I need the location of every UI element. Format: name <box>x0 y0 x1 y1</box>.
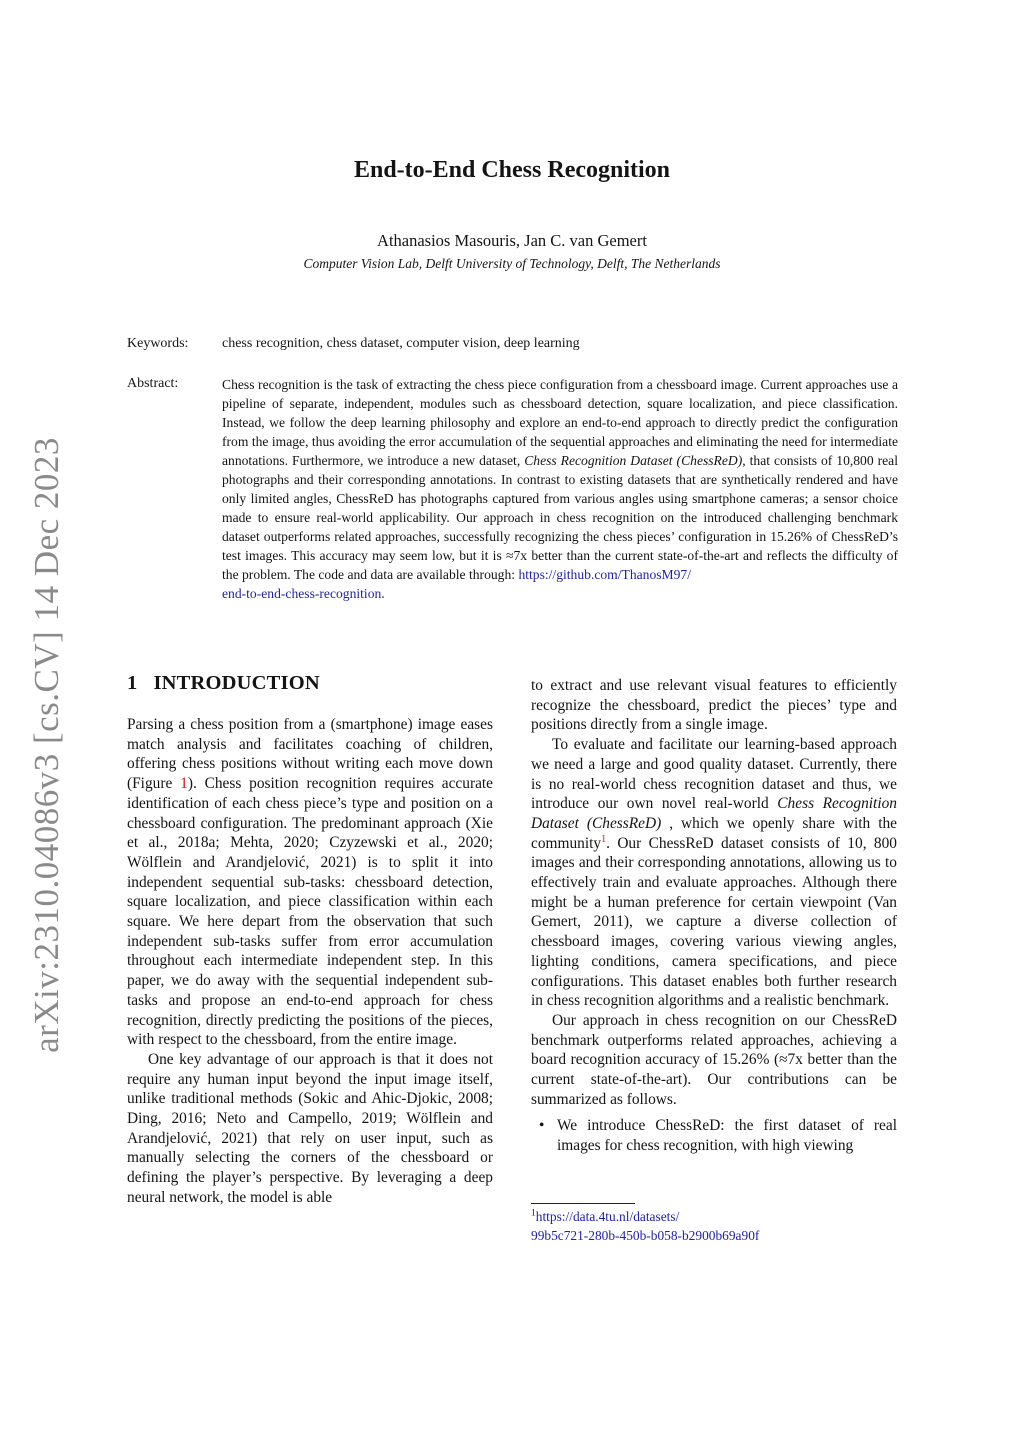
intro-paragraph-4: Our approach in chess recognition on our ChessReD benchmark outperforms related approaches, achieving a board recognition accuracy of 15.26% (≈7x better than the current state-of-the-art). Our contributions can be summarized as follows. <box>531 1011 897 1108</box>
section-number: 1 <box>127 672 138 694</box>
author-affiliation: Computer Vision Lab, Delft University of Technology, Delft, The Netherlands <box>303 256 721 271</box>
intro-paragraph-2: One key advantage of our approach is that it does not require any human input beyond the input image itself, unlike traditional methods (Sokic and Ahic-Djokic, 2008; Ding, 2016; Neto and Campello, 2019; Wölflein and Arandjelović, 2021) that rely on user input, such as manually selecting the corners of the chessboard or defining the player’s perspective. By leveraging a deep neural network, the model is able <box>127 1050 493 1206</box>
dataset-link[interactable] <box>531 1209 897 1245</box>
abstract-body <box>222 375 898 603</box>
code-link-line2: end-to-end-chess-recognition <box>222 586 382 601</box>
intro-paragraph-1 <box>127 715 493 1050</box>
footnote-number: 1 <box>531 1208 536 1219</box>
footnote-1 <box>531 1207 897 1245</box>
abstract-text-part2: , that consists of 10,800 real photographs and their corresponding annotations. In contrast to existing datasets that are synthetically rendered and have only limited angles, ChessReD has photographs captured from various angles using smartphone cameras; a sensor choice made to ensure real-world applicability. Our approach in chess recognition on the introduced challenging benchmark dataset outperforms related approaches, successfully recognizing the chess pieces’ configuration in 15.26% of ChessReD’s test images. This accuracy may seem low, but it is ≈7x better than the current state-of-the-art and reflects the difficulty of the problem. The code and data are available through: <box>222 453 898 582</box>
intro-p1-text-b: ). Chess position recognition requires accurate identification of each chess piece’s type and position on a chessboard configuration. The predominant approach (Xie et al., 2018a; Mehta, 2020; Czyzewski et al., 2020; Wölflein and Arandjelović, 2021) is to split it into independent sequential sub-tasks: chessboard detection, square localization, and piece classification within each square. We here depart from the observation that such independent sub-tasks suffer from error accumulation throughout each intermediate independent step. In this paper, we do away with the sequential independent sub-tasks and propose an end-to-end approach for chess recognition, directly predicting the positions of the pieces, with respect to the chessboard, from the entire image. <box>127 775 494 1049</box>
dataset-link-line2: 99b5c721-280b-450b-b058-b2900b69a90f <box>531 1228 760 1243</box>
contribution-item-text: We introduce ChessReD: the first dataset of real images for chess recognition, with high viewing <box>557 1117 897 1155</box>
abstract-label: Abstract: <box>127 376 179 391</box>
dataset-link-line1: https://data.4tu.nl/datasets/ <box>535 1209 680 1224</box>
paper-title: End-to-End Chess Recognition <box>353 157 671 183</box>
arxiv-identifier: arXiv:2310.04086v3 [cs.CV] 14 Dec 2023 <box>27 437 66 1053</box>
bullet-icon: • <box>539 1117 545 1135</box>
intro-p3-text-a: To evaluate and facilitate our learning-based approach we need a large and good quality dataset. Currently, there is no real-world chess recognition dataset and thus, we introduce our own novel real-world <box>531 736 897 813</box>
intro-p1-text-a: Parsing a chess position from a (smartphone) image eases match analysis and facilitates coaching of children, offering chess positions without writing each move down (Figure <box>127 716 493 793</box>
footnote-divider <box>531 1203 635 1204</box>
author-list: Athanasios Masouris, Jan C. van Gemert <box>377 231 647 250</box>
code-link-line1: https://github.com/ThanosM97/ <box>518 567 692 582</box>
abstract-dataset-name: Chess Recognition Dataset (ChessReD) <box>524 453 743 468</box>
keywords-text: chess recognition, chess dataset, computer vision, deep learning <box>222 336 580 351</box>
contribution-item <box>531 1116 897 1155</box>
figure-1-reference-link[interactable]: 1 <box>180 775 188 793</box>
section-heading-introduction <box>127 672 320 695</box>
contributions-list <box>531 1116 897 1155</box>
intro-dataset-name: Chess Recognition Dataset (ChessReD) <box>531 795 897 832</box>
footnote-1-marker[interactable]: 1 <box>601 833 607 845</box>
intro-paragraph-continued: to extract and use relevant visual features to efficiently recognize the chessboard, predict the pieces’ type and positions directly from a single image. <box>531 677 897 734</box>
abstract-text-part1: Chess recognition is the task of extracting the chess piece configuration from a chessboard image. Current approaches use a pipeline of separate, independent, modules such as chessboard detection, square localization, and piece classification. Instead, we follow the deep learning philosophy and explore an end-to-end approach to directly predict the configuration from the image, thus avoiding the error accumulation of the sequential approaches and eliminating the need for intermediate annotations. Furthermore, we introduce a new dataset, <box>222 377 898 468</box>
intro-p3-text-c: . Our ChessReD dataset consists of 10, 800 images and their corresponding annotations, allowing us to effectively train and evaluate approaches. Although there might be a human preference for certain viewpoint (Van Gemert, 2011), we capture a diverse collection of chessboard images, covering various viewing angles, lighting conditions, camera specifications, and piece configurations. This dataset enables both further research in chess recognition algorithms and a realistic benchmark. <box>531 834 897 1010</box>
intro-paragraph-3 <box>531 735 897 1011</box>
keywords-label: Keywords: <box>127 336 189 351</box>
section-title: INTRODUCTION <box>153 672 320 694</box>
right-column <box>531 676 897 1156</box>
abstract-end-period: . <box>381 586 385 601</box>
intro-p3-text-b: , which we openly share with the community <box>531 814 898 852</box>
left-column <box>127 715 493 1208</box>
